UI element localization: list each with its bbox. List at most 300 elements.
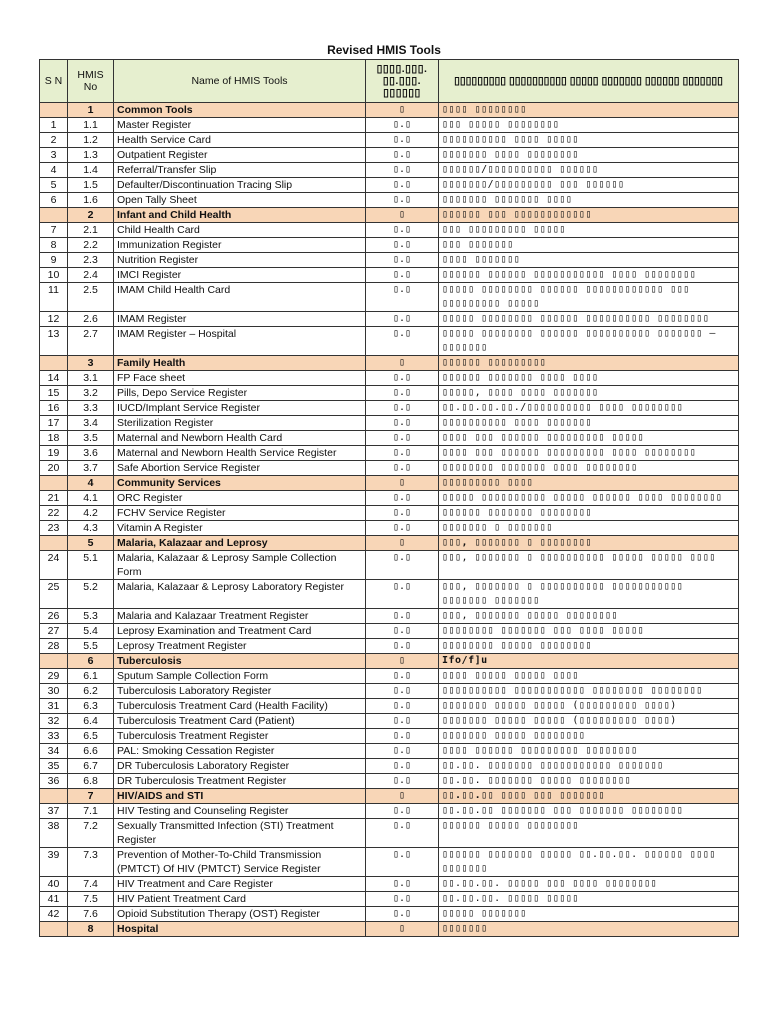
cell-sn: 40 [40,877,68,892]
table-row [40,744,739,759]
cell-name: Sputum Sample Collection Form [114,669,366,684]
cell-no: 6.4 [68,714,114,729]
cell-no: 3.3 [68,401,114,416]
cell-no: 3.5 [68,431,114,446]
table-row [40,416,739,431]
table-row [40,774,739,789]
cell-name: Infant and Child Health [114,208,366,223]
cell-nep: ▯▯.▯▯.▯▯ ▯▯▯▯ ▯▯▯ ▯▯▯▯▯▯▯ [439,789,739,804]
cell-sn: 17 [40,416,68,431]
cell-nep: ▯▯▯ ▯▯▯▯▯▯▯▯▯ ▯▯▯▯▯ [439,223,739,238]
cell-nep: ▯▯▯▯▯▯▯▯▯▯ ▯▯▯▯ ▯▯▯▯▯ [439,133,739,148]
cell-sn [40,654,68,669]
header-sn: S N [40,60,68,103]
cell-mark: ▯.▯ [366,506,439,521]
cell-name: Outpatient Register [114,148,366,163]
table-row [40,624,739,639]
cell-name: Immunization Register [114,238,366,253]
table-row [40,639,739,654]
cell-sn: 2 [40,133,68,148]
cell-no: 4.1 [68,491,114,506]
cell-no: 7 [68,789,114,804]
cell-name: IUCD/Implant Service Register [114,401,366,416]
cell-no: 4.3 [68,521,114,536]
cell-sn: 12 [40,312,68,327]
table-row [40,521,739,536]
cell-sn: 1 [40,118,68,133]
cell-nep: ▯▯▯▯ ▯▯▯▯▯▯▯ [439,253,739,268]
cell-name: PAL: Smoking Cessation Register [114,744,366,759]
cell-nep: ▯▯▯▯▯▯ ▯▯▯▯▯ ▯▯▯▯▯▯▯▯ [439,819,739,848]
cell-mark: ▯ [366,654,439,669]
table-body [40,103,739,937]
cell-mark: ▯.▯ [366,714,439,729]
cell-mark: ▯.▯ [366,759,439,774]
cell-mark: ▯.▯ [366,386,439,401]
cell-nep: ▯▯.▯▯. ▯▯▯▯▯▯▯ ▯▯▯▯▯▯▯▯▯▯▯ ▯▯▯▯▯▯▯ [439,759,739,774]
cell-name: Maternal and Newborn Health Service Register [114,446,366,461]
cell-nep: ▯▯▯▯ ▯▯▯ ▯▯▯▯▯▯ ▯▯▯▯▯▯▯▯▯ ▯▯▯▯ ▯▯▯▯▯▯▯▯ [439,446,739,461]
cell-name: DR Tuberculosis Laboratory Register [114,759,366,774]
cell-name: IMCI Register [114,268,366,283]
cell-sn: 28 [40,639,68,654]
table-row [40,729,739,744]
table-row [40,133,739,148]
cell-no: 6.8 [68,774,114,789]
table-row [40,907,739,922]
cell-mark: ▯.▯ [366,892,439,907]
cell-mark: ▯.▯ [366,401,439,416]
cell-name: HIV Testing and Counseling Register [114,804,366,819]
table-row [40,371,739,386]
cell-no: 5.3 [68,609,114,624]
cell-no: 1.3 [68,148,114,163]
cell-name: Malaria, Kalazaar and Leprosy [114,536,366,551]
cell-mark: ▯.▯ [366,431,439,446]
cell-name: Sexually Transmitted Infection (STI) Treatment Register [114,819,366,848]
cell-sn: 22 [40,506,68,521]
table-row [40,386,739,401]
cell-mark: ▯ [366,922,439,937]
cell-mark: ▯.▯ [366,521,439,536]
header-hmis-no: HMIS No [68,60,114,103]
cell-name: DR Tuberculosis Treatment Register [114,774,366,789]
cell-no: 7.4 [68,877,114,892]
cell-mark: ▯.▯ [366,580,439,609]
cell-mark: ▯.▯ [366,416,439,431]
table-row [40,193,739,208]
cell-sn: 39 [40,848,68,877]
table-row [40,580,739,609]
cell-mark: ▯.▯ [366,163,439,178]
table-row [40,253,739,268]
cell-mark: ▯.▯ [366,223,439,238]
cell-nep: ▯▯▯▯▯▯ ▯▯▯▯▯▯▯ ▯▯▯▯▯▯▯▯ [439,506,739,521]
cell-sn [40,208,68,223]
table-row [40,148,739,163]
cell-mark: ▯.▯ [366,118,439,133]
cell-mark: ▯.▯ [366,327,439,356]
cell-mark: ▯.▯ [366,907,439,922]
cell-mark: ▯ [366,476,439,491]
cell-mark: ▯.▯ [366,238,439,253]
cell-sn: 11 [40,283,68,312]
cell-nep: ▯▯▯▯▯ ▯▯▯▯▯▯▯▯▯▯ ▯▯▯▯▯ ▯▯▯▯▯▯ ▯▯▯▯ ▯▯▯▯▯▯▯▯ [439,491,739,506]
cell-name: FP Face sheet [114,371,366,386]
cell-no: 3.1 [68,371,114,386]
cell-no: 6.6 [68,744,114,759]
cell-mark: ▯ [366,356,439,371]
cell-no: 3.7 [68,461,114,476]
cell-nep: ▯▯▯▯▯▯▯ ▯▯▯▯▯▯▯ ▯▯▯▯ [439,193,739,208]
cell-sn: 25 [40,580,68,609]
cell-nep: ▯▯▯▯▯▯/▯▯▯▯▯▯▯▯▯▯ ▯▯▯▯▯▯ [439,163,739,178]
cell-nep: ▯▯▯ ▯▯▯▯▯▯▯ [439,238,739,253]
cell-nep: ▯▯▯▯▯▯ ▯▯▯▯▯▯▯ ▯▯▯▯▯ ▯▯.▯▯.▯▯. ▯▯▯▯▯▯ ▯▯▯▯ ▯▯▯▯▯▯▯ [439,848,739,877]
cell-mark: ▯ [366,789,439,804]
header-code-column: ▯▯▯▯.▯▯▯. ▯▯.▯▯▯. ▯▯▯▯▯▯ [366,60,439,103]
cell-sn: 23 [40,521,68,536]
cell-mark: ▯.▯ [366,461,439,476]
table-row [40,163,739,178]
cell-mark: ▯.▯ [366,729,439,744]
hmis-tools-table [39,59,739,937]
cell-name: Tuberculosis Treatment Card (Health Facility) [114,699,366,714]
cell-mark: ▯.▯ [366,699,439,714]
cell-sn [40,789,68,804]
cell-sn [40,476,68,491]
cell-mark: ▯.▯ [366,551,439,580]
cell-name: Tuberculosis [114,654,366,669]
cell-no: 2.7 [68,327,114,356]
cell-sn: 10 [40,268,68,283]
cell-nep: ▯▯.▯▯.▯▯ ▯▯▯▯▯▯▯ ▯▯▯ ▯▯▯▯▯▯▯ ▯▯▯▯▯▯▯▯ [439,804,739,819]
cell-name: Nutrition Register [114,253,366,268]
cell-mark: ▯.▯ [366,639,439,654]
cell-name: Safe Abortion Service Register [114,461,366,476]
cell-name: HIV Treatment and Care Register [114,877,366,892]
table-row [40,268,739,283]
cell-mark: ▯.▯ [366,877,439,892]
cell-sn: 42 [40,907,68,922]
cell-mark: ▯.▯ [366,193,439,208]
cell-nep: ▯▯▯▯▯▯▯▯▯▯ ▯▯▯▯ ▯▯▯▯▯▯▯ [439,416,739,431]
header-tool-name: Name of HMIS Tools [114,60,366,103]
cell-name: Community Services [114,476,366,491]
cell-sn: 8 [40,238,68,253]
cell-mark: ▯.▯ [366,268,439,283]
section-header-row [40,476,739,491]
cell-nep: ▯▯.▯▯.▯▯. ▯▯▯▯▯ ▯▯▯▯▯ [439,892,739,907]
cell-sn [40,356,68,371]
cell-nep: ▯▯▯▯▯▯▯▯▯ ▯▯▯▯ [439,476,739,491]
cell-nep: ▯▯▯▯▯▯ ▯▯▯▯▯▯▯ ▯▯▯▯ ▯▯▯▯ [439,371,739,386]
cell-no: 1.1 [68,118,114,133]
table-row [40,848,739,877]
section-header-row [40,922,739,937]
cell-no: 7.3 [68,848,114,877]
cell-no: 1.5 [68,178,114,193]
table-row [40,446,739,461]
cell-sn: 15 [40,386,68,401]
cell-name: Referral/Transfer Slip [114,163,366,178]
cell-no: 7.2 [68,819,114,848]
section-header-row [40,654,739,669]
cell-name: ORC Register [114,491,366,506]
cell-no: 4 [68,476,114,491]
cell-name: IMAM Register [114,312,366,327]
table-row [40,238,739,253]
cell-mark: ▯ [366,536,439,551]
table-row [40,699,739,714]
cell-name: HIV/AIDS and STI [114,789,366,804]
section-header-row [40,103,739,118]
cell-nep: ▯▯▯▯▯▯▯▯ ▯▯▯▯▯▯▯ ▯▯▯ ▯▯▯▯ ▯▯▯▯▯ [439,624,739,639]
cell-sn: 7 [40,223,68,238]
table-row [40,669,739,684]
cell-nep: ▯▯▯▯▯▯ ▯▯▯▯▯▯▯▯▯ [439,356,739,371]
cell-sn: 34 [40,744,68,759]
cell-no: 2 [68,208,114,223]
cell-nep: ▯▯▯▯ ▯▯▯▯▯ ▯▯▯▯▯ ▯▯▯▯ [439,669,739,684]
cell-mark: ▯.▯ [366,684,439,699]
cell-mark: ▯.▯ [366,312,439,327]
cell-no: 5.1 [68,551,114,580]
cell-nep: ▯▯▯, ▯▯▯▯▯▯▯ ▯ ▯▯▯▯▯▯▯▯ [439,536,739,551]
cell-no: 6.3 [68,699,114,714]
cell-no: 5 [68,536,114,551]
table-row [40,551,739,580]
cell-nep: Ifo/f]u [439,654,739,669]
cell-no: 5.4 [68,624,114,639]
cell-nep: ▯▯▯▯▯▯▯▯▯▯ ▯▯▯▯▯▯▯▯▯▯▯ ▯▯▯▯▯▯▯▯ ▯▯▯▯▯▯▯▯ [439,684,739,699]
section-header-row [40,789,739,804]
table-row [40,804,739,819]
cell-nep: ▯▯▯, ▯▯▯▯▯▯▯ ▯▯▯▯▯ ▯▯▯▯▯▯▯▯ [439,609,739,624]
table-row [40,892,739,907]
cell-sn: 13 [40,327,68,356]
cell-no: 7.5 [68,892,114,907]
table-row [40,431,739,446]
table-row [40,178,739,193]
cell-name: Tuberculosis Treatment Register [114,729,366,744]
cell-sn: 5 [40,178,68,193]
cell-mark: ▯.▯ [366,669,439,684]
cell-mark: ▯.▯ [366,148,439,163]
cell-nep: ▯▯▯, ▯▯▯▯▯▯▯ ▯ ▯▯▯▯▯▯▯▯▯▯ ▯▯▯▯▯▯▯▯▯▯▯ ▯▯▯▯▯▯▯ ▯▯▯▯▯▯▯ [439,580,739,609]
cell-nep: ▯▯▯▯▯, ▯▯▯▯ ▯▯▯▯ ▯▯▯▯▯▯▯ [439,386,739,401]
cell-sn: 32 [40,714,68,729]
cell-name: IMAM Child Health Card [114,283,366,312]
table-row [40,877,739,892]
cell-name: HIV Patient Treatment Card [114,892,366,907]
table-header-row [40,60,739,103]
cell-name: Defaulter/Discontinuation Tracing Slip [114,178,366,193]
document-title: Revised HMIS Tools [327,43,441,57]
cell-name: FCHV Service Register [114,506,366,521]
cell-mark: ▯ [366,208,439,223]
cell-name: Sterilization Register [114,416,366,431]
cell-name: Common Tools [114,103,366,118]
cell-no: 1.6 [68,193,114,208]
cell-name: Open Tally Sheet [114,193,366,208]
cell-no: 2.4 [68,268,114,283]
cell-no: 4.2 [68,506,114,521]
table-row [40,461,739,476]
cell-sn: 27 [40,624,68,639]
cell-name: Maternal and Newborn Health Card [114,431,366,446]
cell-sn [40,103,68,118]
cell-mark: ▯.▯ [366,609,439,624]
table-row [40,506,739,521]
cell-name: Prevention of Mother-To-Child Transmission (PMTCT) Of HIV (PMTCT) Service Register [114,848,366,877]
cell-mark: ▯.▯ [366,253,439,268]
cell-sn: 21 [40,491,68,506]
cell-sn: 38 [40,819,68,848]
cell-name: Malaria, Kalazaar & Leprosy Laboratory Register [114,580,366,609]
cell-name: Leprosy Treatment Register [114,639,366,654]
cell-nep: ▯▯▯▯▯ ▯▯▯▯▯▯▯▯ ▯▯▯▯▯▯ ▯▯▯▯▯▯▯▯▯▯ ▯▯▯▯▯▯▯▯ [439,312,739,327]
cell-sn: 20 [40,461,68,476]
cell-sn: 18 [40,431,68,446]
cell-no: 2.3 [68,253,114,268]
cell-nep: ▯▯▯▯▯▯ ▯▯▯ ▯▯▯▯▯▯▯▯▯▯▯▯ [439,208,739,223]
cell-nep: ▯▯▯ ▯▯▯▯▯ ▯▯▯▯▯▯▯▯ [439,118,739,133]
table-row [40,401,739,416]
cell-sn: 35 [40,759,68,774]
table-row [40,819,739,848]
cell-no: 1 [68,103,114,118]
cell-sn: 41 [40,892,68,907]
cell-no: 7.1 [68,804,114,819]
cell-mark: ▯.▯ [366,371,439,386]
cell-no: 6.7 [68,759,114,774]
header-nepali-name: ▯▯▯▯▯▯▯▯▯ ▯▯▯▯▯▯▯▯▯▯ ▯▯▯▯▯ ▯▯▯▯▯▯▯ ▯▯▯▯▯▯ ▯▯▯▯▯▯▯ [439,60,739,103]
cell-name: IMAM Register – Hospital [114,327,366,356]
cell-no: 2.6 [68,312,114,327]
cell-no: 5.5 [68,639,114,654]
cell-sn [40,536,68,551]
cell-name: Master Register [114,118,366,133]
cell-mark: ▯.▯ [366,819,439,848]
cell-mark: ▯.▯ [366,624,439,639]
table-row [40,312,739,327]
cell-nep: ▯▯.▯▯. ▯▯▯▯▯▯▯ ▯▯▯▯▯ ▯▯▯▯▯▯▯▯ [439,774,739,789]
cell-mark: ▯.▯ [366,133,439,148]
cell-name: Health Service Card [114,133,366,148]
cell-no: 2.5 [68,283,114,312]
cell-sn: 29 [40,669,68,684]
cell-nep: ▯▯▯▯▯ ▯▯▯▯▯▯▯ [439,907,739,922]
cell-no: 2.2 [68,238,114,253]
cell-no: 7.6 [68,907,114,922]
cell-mark: ▯.▯ [366,848,439,877]
section-header-row [40,536,739,551]
cell-mark: ▯ [366,103,439,118]
cell-nep: ▯▯▯, ▯▯▯▯▯▯▯ ▯ ▯▯▯▯▯▯▯▯▯▯ ▯▯▯▯▯ ▯▯▯▯▯ ▯▯▯▯ [439,551,739,580]
cell-mark: ▯.▯ [366,774,439,789]
table-row [40,491,739,506]
cell-no: 2.1 [68,223,114,238]
cell-name: Hospital [114,922,366,937]
cell-mark: ▯.▯ [366,283,439,312]
cell-no: 3.6 [68,446,114,461]
cell-no: 3 [68,356,114,371]
cell-mark: ▯.▯ [366,491,439,506]
cell-nep: ▯▯▯▯▯▯▯ ▯▯▯▯▯ ▯▯▯▯▯ (▯▯▯▯▯▯▯▯▯ ▯▯▯▯) [439,699,739,714]
cell-no: 3.2 [68,386,114,401]
cell-nep: ▯▯.▯▯.▯▯. ▯▯▯▯▯ ▯▯▯ ▯▯▯▯ ▯▯▯▯▯▯▯▯ [439,877,739,892]
table-row [40,283,739,312]
cell-mark: ▯.▯ [366,744,439,759]
cell-no: 3.4 [68,416,114,431]
cell-name: Vitamin A Register [114,521,366,536]
cell-name: Child Health Card [114,223,366,238]
cell-no: 8 [68,922,114,937]
cell-mark: ▯.▯ [366,178,439,193]
cell-mark: ▯.▯ [366,804,439,819]
cell-no: 6.1 [68,669,114,684]
cell-sn: 30 [40,684,68,699]
table-row [40,223,739,238]
cell-sn: 31 [40,699,68,714]
cell-nep: ▯▯▯▯▯▯▯ ▯ ▯▯▯▯▯▯▯ [439,521,739,536]
cell-nep: ▯▯▯▯▯▯ ▯▯▯▯▯▯ ▯▯▯▯▯▯▯▯▯▯▯ ▯▯▯▯ ▯▯▯▯▯▯▯▯ [439,268,739,283]
cell-nep: ▯▯▯▯▯ ▯▯▯▯▯▯▯▯ ▯▯▯▯▯▯ ▯▯▯▯▯▯▯▯▯▯ ▯▯▯▯▯▯▯ – ▯▯▯▯▯▯▯ [439,327,739,356]
cell-nep: ▯▯▯▯ ▯▯▯▯▯▯▯▯ [439,103,739,118]
cell-nep: ▯▯▯▯ ▯▯▯▯▯▯ ▯▯▯▯▯▯▯▯▯ ▯▯▯▯▯▯▯▯ [439,744,739,759]
cell-no: 6.5 [68,729,114,744]
cell-sn: 36 [40,774,68,789]
table-row [40,714,739,729]
cell-sn: 9 [40,253,68,268]
cell-name: Tuberculosis Laboratory Register [114,684,366,699]
cell-nep: ▯▯▯▯▯▯▯/▯▯▯▯▯▯▯▯▯ ▯▯▯ ▯▯▯▯▯▯ [439,178,739,193]
cell-name: Malaria, Kalazaar & Leprosy Sample Collection Form [114,551,366,580]
table-row [40,118,739,133]
cell-nep: ▯▯▯▯▯▯▯ ▯▯▯▯▯ ▯▯▯▯▯▯▯▯ [439,729,739,744]
section-header-row [40,208,739,223]
cell-nep: ▯▯▯▯ ▯▯▯ ▯▯▯▯▯▯ ▯▯▯▯▯▯▯▯▯ ▯▯▯▯▯ [439,431,739,446]
cell-name: Family Health [114,356,366,371]
cell-sn: 4 [40,163,68,178]
table-row [40,327,739,356]
cell-nep: ▯▯▯▯▯▯▯▯ ▯▯▯▯▯ ▯▯▯▯▯▯▯▯ [439,639,739,654]
cell-name: Pills, Depo Service Register [114,386,366,401]
cell-nep: ▯▯▯▯▯ ▯▯▯▯▯▯▯▯ ▯▯▯▯▯▯ ▯▯▯▯▯▯▯▯▯▯▯▯ ▯▯▯ ▯▯▯▯▯▯▯▯▯ ▯▯▯▯▯ [439,283,739,312]
cell-no: 1.4 [68,163,114,178]
cell-name: Leprosy Examination and Treatment Card [114,624,366,639]
cell-sn: 19 [40,446,68,461]
cell-sn: 37 [40,804,68,819]
cell-name: Tuberculosis Treatment Card (Patient) [114,714,366,729]
table-row [40,609,739,624]
cell-sn: 24 [40,551,68,580]
section-header-row [40,356,739,371]
cell-no: 6 [68,654,114,669]
cell-no: 1.2 [68,133,114,148]
cell-nep: ▯▯▯▯▯▯▯ ▯▯▯▯▯ ▯▯▯▯▯ (▯▯▯▯▯▯▯▯▯ ▯▯▯▯) [439,714,739,729]
cell-sn: 6 [40,193,68,208]
table-row [40,759,739,774]
cell-sn: 33 [40,729,68,744]
cell-no: 5.2 [68,580,114,609]
cell-nep: ▯▯▯▯▯▯▯ [439,922,739,937]
cell-name: Malaria and Kalazaar Treatment Register [114,609,366,624]
cell-sn: 14 [40,371,68,386]
cell-sn: 3 [40,148,68,163]
cell-sn: 16 [40,401,68,416]
